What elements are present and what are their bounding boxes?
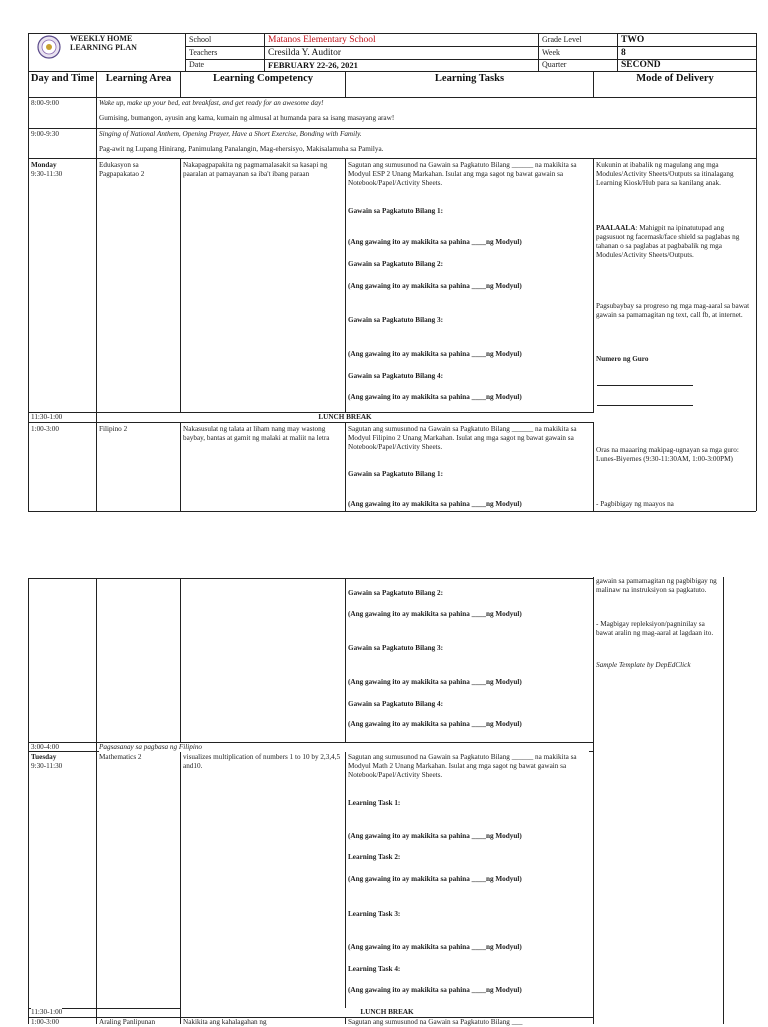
column-header-tasks: Learning Tasks bbox=[434, 73, 505, 84]
lunch-time-1: 11:30-1:00 bbox=[31, 413, 63, 421]
monday-found-4: (Ang gawaing ito ay makikita sa pahina ____ng Modyul) bbox=[348, 393, 522, 401]
next-time: 1:00-3:00 bbox=[31, 1018, 59, 1026]
monday-found-3: (Ang gawaing ito ay makikita sa pahina ____ng Modyul) bbox=[348, 350, 522, 358]
sample-template-credit: Sample Template by DepEdClick bbox=[596, 661, 691, 669]
column-header-day-time: Day and Time bbox=[30, 73, 95, 84]
math-task-4: Learning Task 4: bbox=[348, 965, 401, 973]
monday-time: 9:30-11:30 bbox=[31, 170, 63, 178]
p2-found-2: (Ang gawaing ito ay makikita sa pahina ____ng Modyul) bbox=[348, 610, 522, 618]
document-page-2 bbox=[0, 577, 768, 1024]
p2-gawain-2: Gawain sa Pagkatuto Bilang 2: bbox=[348, 589, 444, 597]
pagbibigay-text: - Pagbibigay ng maayos na bbox=[596, 500, 674, 508]
delivery-continued: gawain sa pamamagitan ng pagbibigay ng malinaw na instruksiyon sa pagkatuto. bbox=[596, 577, 719, 594]
monday-gawain-3: Gawain sa Pagkatuto Bilang 3: bbox=[348, 316, 444, 324]
pagsasanay-text: Pagsasanay sa pagbasa ng Filipino bbox=[99, 743, 589, 752]
week-label: Week bbox=[542, 48, 561, 57]
quarter-value: SECOND bbox=[621, 60, 661, 70]
monday-day: Monday bbox=[31, 161, 57, 169]
filipino-competency: Nakasusulat ng talata at liham nang may wastong baybay, bantas at gamit ng malaki at maliit na letra bbox=[183, 425, 330, 442]
filipino-time: 1:00-3:00 bbox=[31, 425, 59, 433]
deped-seal-icon bbox=[37, 35, 61, 59]
date-value: FEBRUARY 22-26, 2021 bbox=[268, 60, 358, 70]
p2-found-3: (Ang gawaing ito ay makikita sa pahina ____ng Modyul) bbox=[348, 678, 522, 686]
paalaala-label: PAALAALA bbox=[596, 224, 636, 232]
delivery-magbigay: - Magbigay repleksiyon/pagninilay sa bawat aralin ng mag-aaral at lagdaan ito. bbox=[596, 620, 714, 637]
oras-ugnayan: Oras na maaaring makipag-ugnayan sa mga guro: Lunes-Biyernes (9:30-11:30AM, 1:00-3:00PM) bbox=[596, 446, 741, 463]
tuesday-day: Tuesday bbox=[31, 753, 57, 761]
pagsasanay-time: 3:00-4:00 bbox=[31, 743, 59, 751]
filipino-task-intro: Sagutan ang sumusunod na Gawain sa Pagkatuto Bilang ______ na makikita sa Modyul Filipino 2 Unang Markahan. Isulat ang mga sagot ng bawat gawain sa Notebook/Papel/Activity Sheets. bbox=[348, 425, 579, 451]
plan-title-line1: WEEKLY HOME bbox=[70, 34, 133, 43]
delivery-monitoring: Pagsubaybay sa progreso ng mga mag-aaral sa bawat gawain sa pamamagitan ng text, call fb, at internet. bbox=[596, 302, 751, 319]
p2-found-4: (Ang gawaing ito ay makikita sa pahina ____ng Modyul) bbox=[348, 720, 522, 728]
routine-wakeup-filipino: Gumising, bumangon, ayusin ang kama, kumain ng almusal at humanda para sa isang masayang araw! bbox=[99, 114, 395, 122]
teachers-value: Cresilda Y. Auditor bbox=[268, 48, 342, 58]
routine-anthem-english: Singing of National Anthem, Opening Prayer, Have a Short Exercise, Bonding with Family. bbox=[99, 130, 362, 138]
monday-task-intro: Sagutan ang sumusunod na Gawain sa Pagkatuto Bilang ______ na makikita sa Modyul ESP 2 Unang Markahan. Isulat ang mga sagot ng bawat gawain sa Notebook/Papel/Activity Sheets. bbox=[348, 161, 579, 187]
next-task-intro: Sagutan ang sumusunod na Gawain sa Pagkatuto Bilang ___ bbox=[348, 1018, 523, 1026]
column-header-competency: Learning Competency bbox=[212, 73, 314, 84]
school-label: School bbox=[189, 35, 212, 44]
routine-wakeup-english: Wake up, make up your bed, eat breakfast, and get ready for an awesome day! bbox=[99, 99, 324, 107]
delivery-main: Kukunin at ibabalik ng magulang ang mga Modules/Activity Sheets/Outputs sa itinalagang Learning Kiosk/Hub para sa kanilang anak. bbox=[596, 161, 736, 187]
teachers-label: Teachers bbox=[189, 48, 218, 57]
date-label: Date bbox=[189, 60, 205, 69]
column-header-delivery: Mode of Delivery bbox=[636, 73, 714, 84]
week-value: 8 bbox=[621, 48, 626, 58]
school-value: Matanos Elementary School bbox=[268, 35, 376, 45]
row-time-9am: 9:00-9:30 bbox=[31, 130, 59, 138]
monday-found-1: (Ang gawaing ito ay makikita sa pahina ____ng Modyul) bbox=[348, 238, 522, 246]
math-found-2: (Ang gawaing ito ay makikita sa pahina ____ng Modyul) bbox=[348, 875, 522, 883]
delivery-paalaala bbox=[596, 224, 752, 260]
monday-gawain-1: Gawain sa Pagkatuto Bilang 1: bbox=[348, 207, 444, 215]
p2-gawain-3: Gawain sa Pagkatuto Bilang 3: bbox=[348, 644, 444, 652]
tuesday-time: 9:30-11:30 bbox=[31, 762, 63, 770]
plan-title-line2: LEARNING PLAN bbox=[70, 43, 137, 52]
p2-gawain-4: Gawain sa Pagkatuto Bilang 4: bbox=[348, 700, 444, 708]
math-found-3: (Ang gawaing ito ay makikita sa pahina ____ng Modyul) bbox=[348, 943, 522, 951]
filipino-found-1: (Ang gawaing ito ay makikita sa pahina ____ng Modyul) bbox=[348, 500, 522, 508]
math-found-1: (Ang gawaing ito ay makikita sa pahina ____ng Modyul) bbox=[348, 832, 522, 840]
math-task-2: Learning Task 2: bbox=[348, 853, 401, 861]
monday-area: Edukasyon sa Pagpapakatao 2 bbox=[99, 161, 145, 178]
monday-gawain-2: Gawain sa Pagkatuto Bilang 2: bbox=[348, 260, 444, 268]
math-task-intro: Sagutan ang sumusunod na Gawain sa Pagkatuto Bilang ______ na makikita sa Modyul Math 2 Unang Markahan. Isulat ang mga sagot ng bawat gawain sa Notebook/Papel/Activity Sheets. bbox=[348, 753, 579, 779]
lunch-break-1: LUNCH BREAK bbox=[318, 413, 372, 421]
math-task-3: Learning Task 3: bbox=[348, 910, 401, 918]
math-competency: visualizes multiplication of numbers 1 to 10 by 2,3,4,5 and10. bbox=[183, 753, 342, 770]
lunch-break-2: LUNCH BREAK bbox=[181, 1008, 593, 1017]
quarter-label: Quarter bbox=[542, 60, 567, 69]
monday-gawain-4: Gawain sa Pagkatuto Bilang 4: bbox=[348, 372, 444, 380]
routine-anthem-filipino: Pag-awit ng Lupang Hinirang, Panimulang Panalangin, Mag-ehersisyo, Makisalamuha sa Pamilya. bbox=[99, 145, 384, 153]
math-area: Mathematics 2 bbox=[99, 753, 142, 761]
grade-label: Grade Level bbox=[542, 35, 582, 44]
paalaala-text: : Mahigpit na ipinatutupad ang pagsusuot ng facemask/face shield sa paglabas ng tahanan o sa paglabas at pagbabalik ng mga Modules/Activity Sheets/Outputs. bbox=[596, 224, 742, 259]
filipino-area: Filipino 2 bbox=[99, 425, 128, 433]
next-competency: Nakikita ang kahalagahan ng bbox=[183, 1018, 267, 1026]
monday-competency: Nakapagpapakita ng pagmamalasakit sa kasapi ng paaralan at pamayanan sa iba't ibang paraan bbox=[183, 161, 330, 178]
monday-found-2: (Ang gawaing ito ay makikita sa pahina ____ng Modyul) bbox=[348, 282, 522, 290]
math-found-4: (Ang gawaing ito ay makikita sa pahina ____ng Modyul) bbox=[348, 986, 522, 994]
numero-ng-guro: Numero ng Guro bbox=[596, 355, 649, 363]
row-time-8am: 8:00-9:00 bbox=[31, 99, 59, 107]
next-area: Araling Panlipunan bbox=[99, 1018, 156, 1026]
filipino-gawain-1: Gawain sa Pagkatuto Bilang 1: bbox=[348, 470, 444, 478]
math-task-1: Learning Task 1: bbox=[348, 799, 401, 807]
column-header-learning-area: Learning Area bbox=[105, 73, 172, 84]
lunch-time-2: 11:30-1:00 bbox=[31, 1008, 63, 1016]
grade-value: TWO bbox=[621, 35, 645, 45]
